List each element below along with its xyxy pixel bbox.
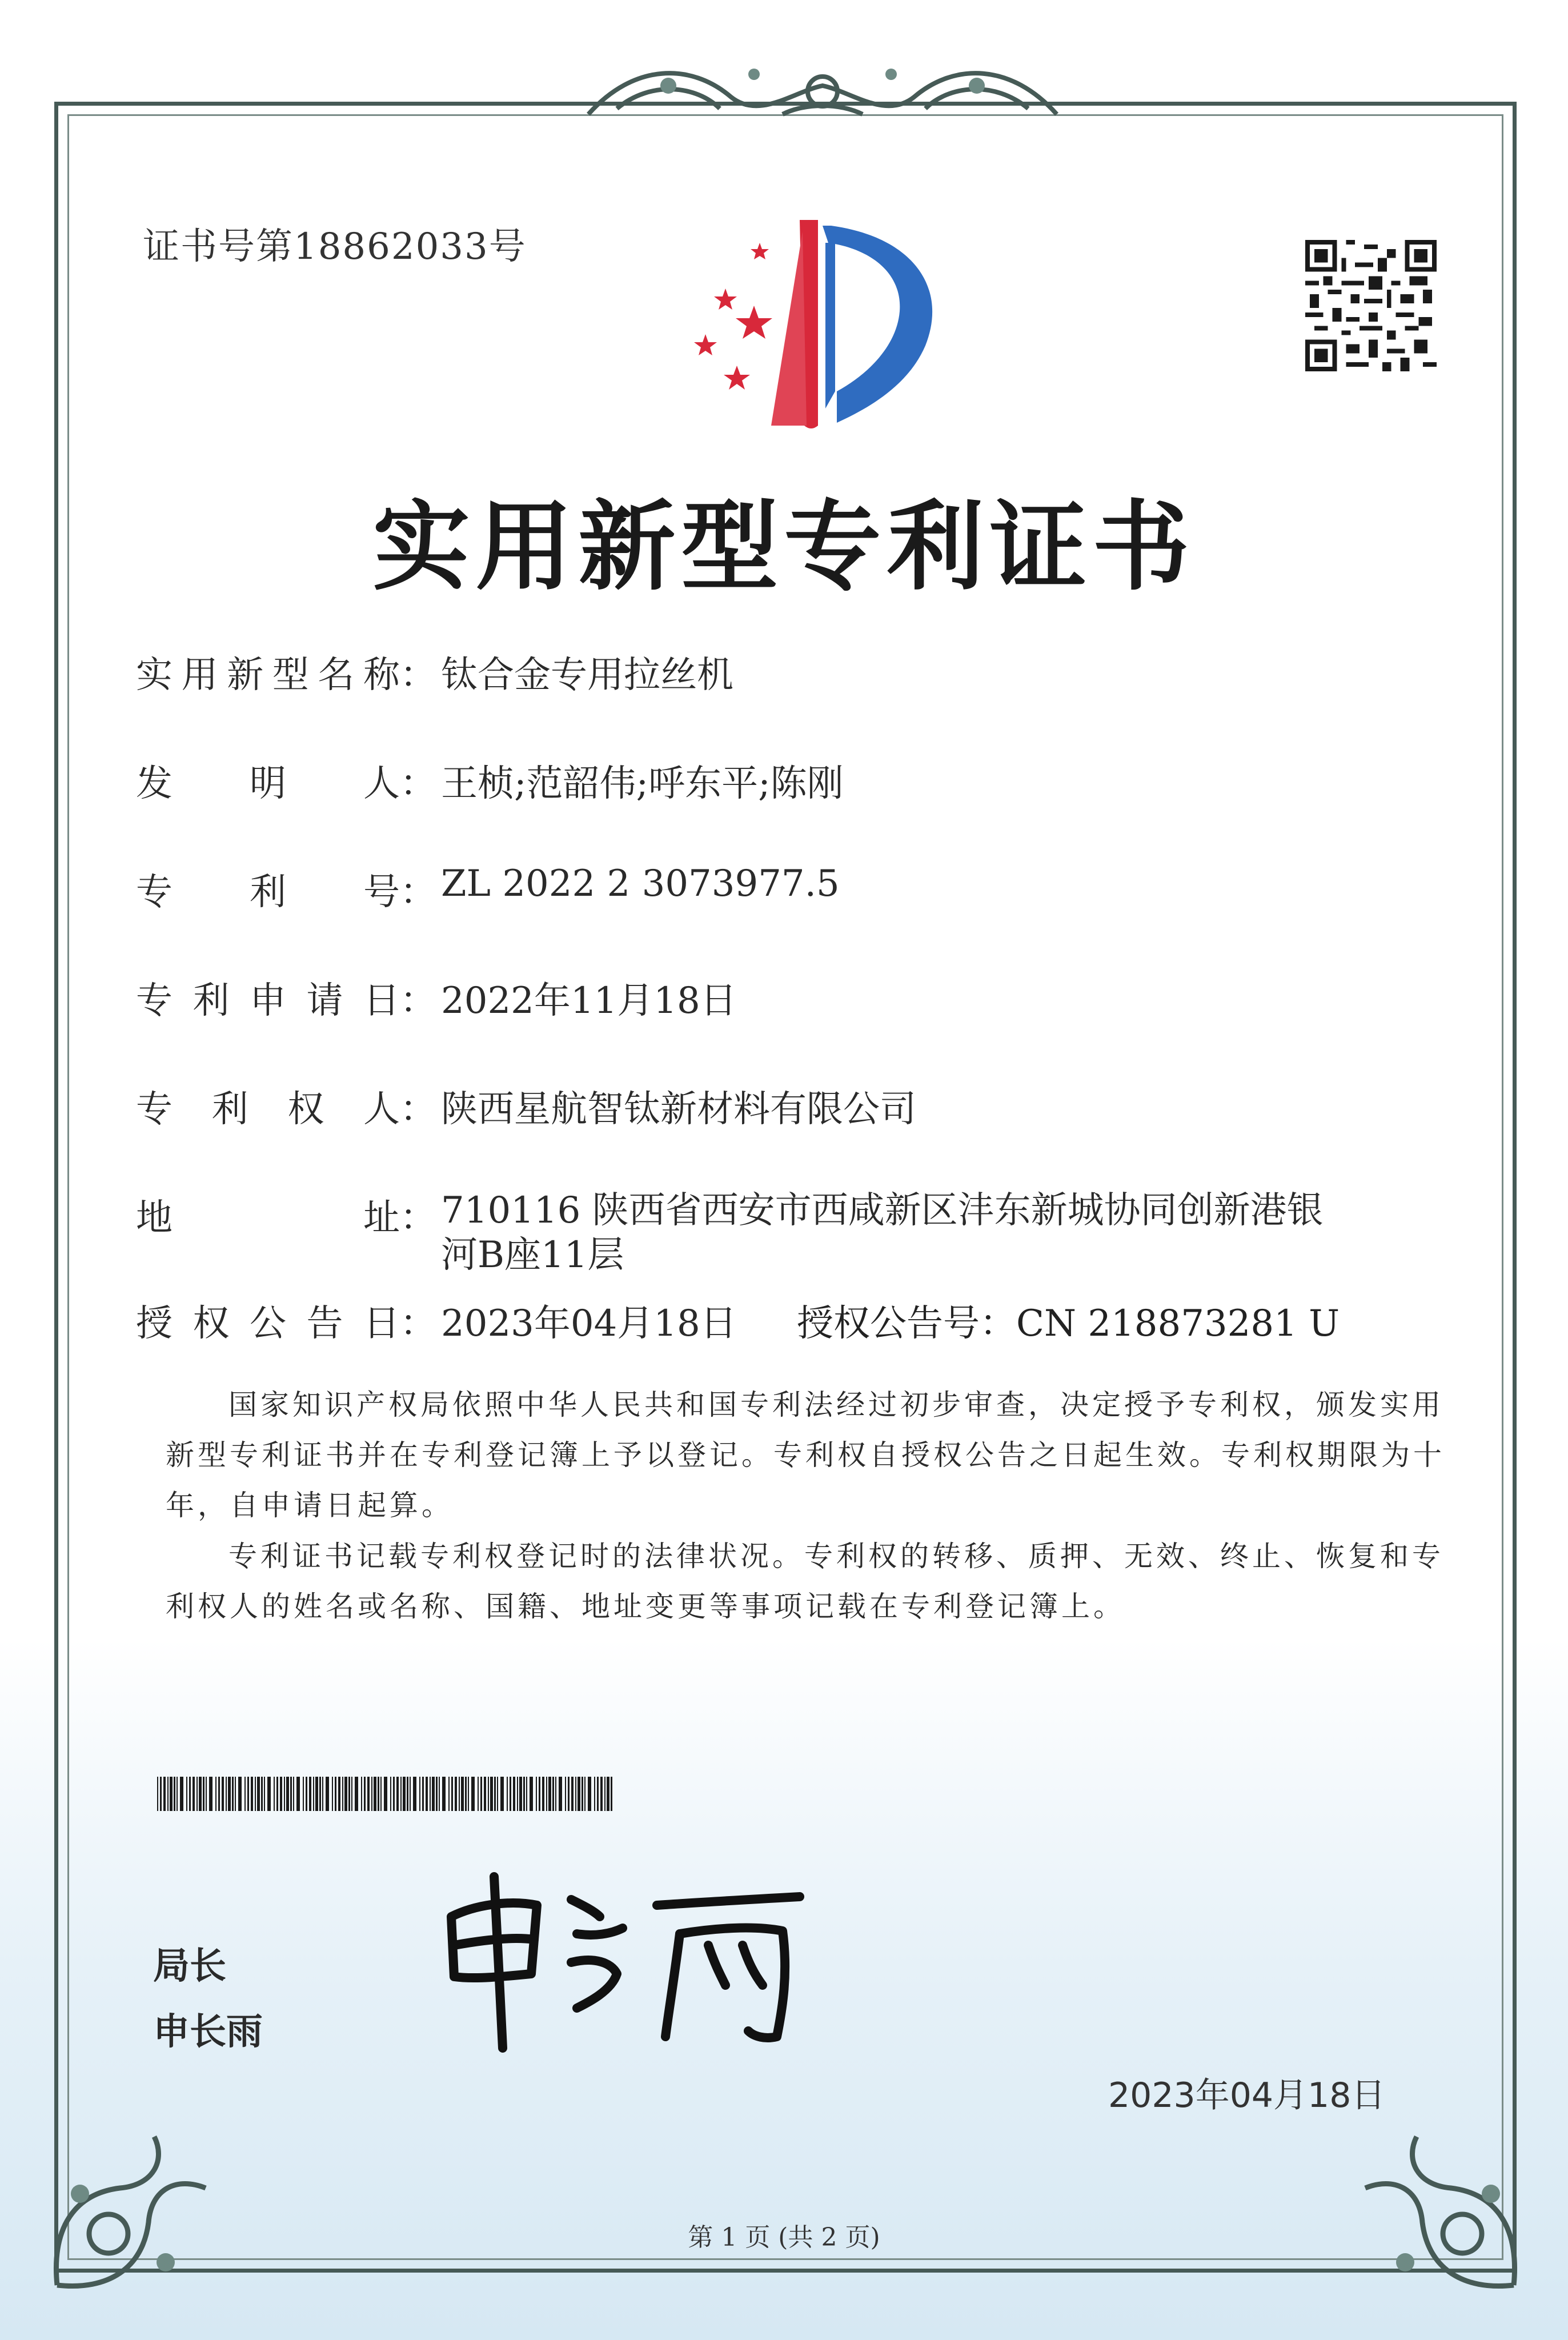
certificate-number: 证书号第18862033号 [143, 226, 527, 268]
field-label: 授权公告日 [136, 1303, 400, 1345]
field-value: 钛合金专用拉丝机 [441, 654, 733, 696]
field-label: 专利号 [136, 871, 400, 913]
field-value: CN 218873281 U [1016, 1303, 1340, 1345]
field-label: 地址 [136, 1197, 400, 1239]
field-label: 授权公告号 [797, 1303, 980, 1345]
field-value: ZL 2022 2 3073977.5 [441, 863, 840, 905]
signature [440, 1865, 811, 2054]
top-ornament-icon [566, 51, 1080, 137]
field-value: 2022年11月18日 [441, 980, 737, 1022]
bottom-left-ornament-icon [40, 2114, 223, 2297]
field-address: 地址： 710116 陕西省西安市西咸新区沣东新城协同创新港银河B座11层 [136, 1188, 1344, 1277]
patent-office-logo [685, 220, 960, 437]
field-value: 2023年04月18日 [441, 1303, 737, 1345]
field-value: 710116 陕西省西安市西咸新区沣东新城协同创新港银河B座11层 [441, 1189, 1324, 1276]
statement-paragraph-1: 国家知识产权局依照中华人民共和国专利法经过初步审查，决定授予专利权，颁发实用新型专利证书并在专利登记簿上予以登记。专利权自授权公告之日起生效。专利权期限为十年，自申请日起算。 [166, 1388, 1445, 1522]
bottom-right-ornament-icon [1348, 2114, 1531, 2297]
field-filing-date: 专利申请日： 2022年11月18日 [136, 971, 737, 1024]
field-patentee: 专利权人： 陕西星航智钛新材料有限公司 [136, 1080, 916, 1132]
field-inventor: 发明人： 王桢;范韶伟;呼东平;陈刚 [136, 754, 844, 807]
field-value: 王桢;范韶伟;呼东平;陈刚 [441, 763, 844, 805]
field-label: 专利权人 [136, 1088, 400, 1131]
field-patent-number: 专利号： ZL 2022 2 3073977.5 [136, 863, 840, 915]
field-label: 专利申请日 [136, 980, 400, 1022]
page-number: 第 1 页 (共 2 页) [688, 2223, 880, 2252]
field-grant-date: 授权公告日： 2023年04月18日 [136, 1294, 737, 1347]
qr-code-icon [1305, 240, 1437, 371]
director-title: 局长 [153, 1945, 226, 1988]
director-name: 申长雨 [153, 2011, 263, 2053]
field-value: 陕西星航智钛新材料有限公司 [441, 1088, 916, 1131]
signature-date: 2023年04月18日 [1108, 2075, 1386, 2115]
field-model-name: 实用新型名称： 钛合金专用拉丝机 [136, 646, 733, 698]
certificate-title: 实用新型专利证书 [372, 491, 1196, 604]
field-grant-pub-number: 授权公告号：CN 218873281 U [797, 1303, 1340, 1345]
field-label: 实用新型名称 [136, 654, 400, 696]
barcode [157, 1777, 614, 1811]
statement-paragraph-2: 专利证书记载专利权登记时的法律状况。专利权的转移、质押、无效、终止、恢复和专利权人的姓名或名称、国籍、地址变更等事项记载在专利登记簿上。 [166, 1540, 1444, 1623]
field-label: 发明人 [136, 763, 400, 805]
